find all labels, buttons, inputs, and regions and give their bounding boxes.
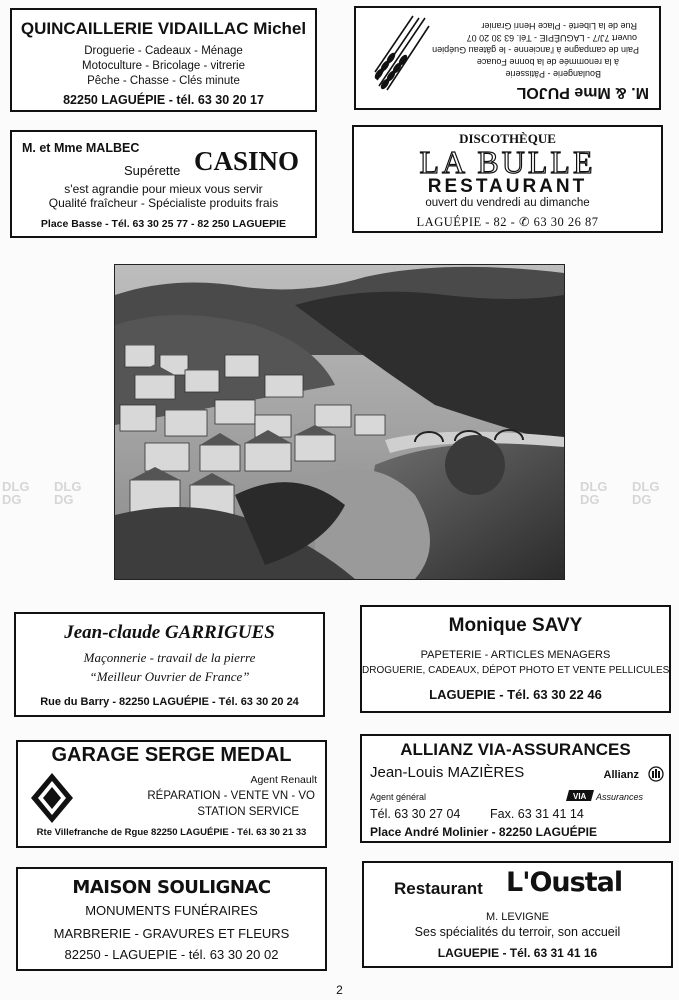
ad-line: Maçonnerie - travail de la pierre [83,650,256,665]
ad-owner: M. LEVIGNE [486,911,549,923]
watermark-text: DLG [54,479,82,494]
ad-line: Qualité fraîcheur - Spécialiste produits frais [48,196,279,210]
watermark-text: DG [632,492,652,507]
ad-contact: LAGUÉPIE - 82 - ✆ 63 30 26 87 [416,215,599,229]
ad-owners: M. et Mme MALBEC [22,141,140,155]
watermark-text: DG [54,492,74,507]
ad-title: QUINCAILLERIE VIDAILLAC Michel [20,19,307,38]
ad-soulignac [16,867,327,971]
ad-line: s'est agrandie pour mieux vous servir [64,182,263,196]
via-logo-icon [566,790,594,801]
ad-agent: Agent Renault [250,774,317,786]
ad-garrigues [14,612,325,717]
ad-contact: 82250 LAGUÉPIE - tél. 63 30 20 17 [63,93,264,107]
ad-fax: Fax. 63 31 41 14 [490,807,584,821]
ad-title: GARAGE SERGE MEDAL [51,744,292,766]
wheat-sheaf-icon [362,10,437,98]
ad-line: ouvert 7J/7 - LAGUÉPIE - Tél. 63 30 20 07 [466,33,637,43]
ad-allianz [360,734,671,843]
ad-contact: Rue du Barry - 82250 LAGUÉPIE - Tél. 63 30 20 24 [40,696,299,708]
watermark-left [54,480,81,506]
watermark-right [632,480,659,506]
ad-line: à la renommée de la bonne Fouace [476,57,619,67]
ad-kind: Restaurant [394,879,483,898]
ad-line: “Meilleur Ouvrier de France” [89,669,250,684]
ad-hours: ouvert du vendredi au dimanche [425,197,590,209]
ad-kind: Supérette [124,163,181,178]
village-photo [114,264,565,580]
ad-garage-medal [16,740,327,848]
watermark-text: DLG [580,479,608,494]
ad-line: STATION SERVICE [197,806,299,818]
watermark-text: DG [2,492,22,507]
ad-line: RÉPARATION - VENTE VN - VO [147,790,315,802]
ad-line: Boulangerie - Pâtisserie [505,69,601,79]
ad-contact: Rte Villefranche de Rgue 82250 LAGUÉPIE - Tél. 63 30 21 33 [36,827,307,838]
ad-line: Ses spécialités du terroir, son accueil [414,925,621,939]
ad-line: Pêche - Chasse - Clés minute [87,75,240,87]
ad-line: Rue de la Liberté - Place Henri Granier [481,21,637,31]
ad-title: ALLIANZ VIA-ASSURANCES [400,740,631,759]
page-number: 2 [336,983,343,997]
renault-logo-icon [30,772,74,824]
via-logo-text: Assurances [596,792,644,802]
ad-line: DROGUERIE, CADEAUX, DÉPOT PHOTO ET VENTE PELLICULES [362,665,670,676]
ad-contact: Place Basse - Tél. 63 30 25 77 - 82 250 LAGUEPIE [40,218,287,230]
ad-title: MAISON SOULIGNAC [72,877,271,898]
ad-title: M. & Mme PUJOL [516,84,649,101]
allianz-logo: Allianz [603,769,639,781]
ad-name: Monique SAVY [448,615,583,636]
ad-oustal [362,861,673,968]
ad-line: MARBRERIE - GRAVURES ET FLEURS [53,926,290,941]
ad-name: LA BULLE [419,144,596,180]
ad-restaurant: RESTAURANT [427,176,588,197]
ad-line: PAPETERIE - ARTICLES MENAGERS [420,649,611,661]
ad-name: Jean-claude GARRIGUES [64,622,275,643]
ad-contact: LAGUEPIE - Tél. 63 30 22 46 [429,687,602,702]
ad-pujol [354,6,661,110]
ad-line: MONUMENTS FUNÉRAIRES [85,903,258,918]
ad-agent-name: Jean-Louis MAZIÈRES [370,764,525,781]
ad-address: Place André Molinier - 82250 LAGUÉPIE [370,825,597,839]
watermark-left [2,480,29,506]
ad-savy [360,605,671,713]
svg-text:VIA: VIA [573,792,587,801]
ad-name: L'Oustal [506,867,623,898]
ad-contact: 82250 - LAGUEPIE - tél. 63 30 20 02 [64,947,279,962]
watermark-text: DLG [632,479,660,494]
ad-kind: DISCOTHÈQUE [459,131,556,146]
watermark-text: DG [580,492,600,507]
ad-casino [10,130,317,238]
ad-tel: Tél. 63 30 27 04 [370,807,461,821]
watermark-text: DLG [2,479,30,494]
allianz-eagle-icon [648,766,664,782]
watermark-right [580,480,607,506]
ad-la-bulle [352,125,663,233]
ad-quincaillerie [10,8,317,112]
ad-line: Motoculture - Bricolage - vitrerie [82,60,245,72]
ad-contact: LAGUEPIE - Tél. 63 31 41 16 [437,946,598,960]
ad-brand: CASINO [194,146,300,176]
ad-role: Agent général [370,792,427,802]
ad-line: Droguerie - Cadeaux - Ménage [84,45,243,57]
village-photo-illustration [115,265,564,579]
ad-line: Pain de campagne à l'ancienne - le gâteau Guépien [432,45,639,55]
